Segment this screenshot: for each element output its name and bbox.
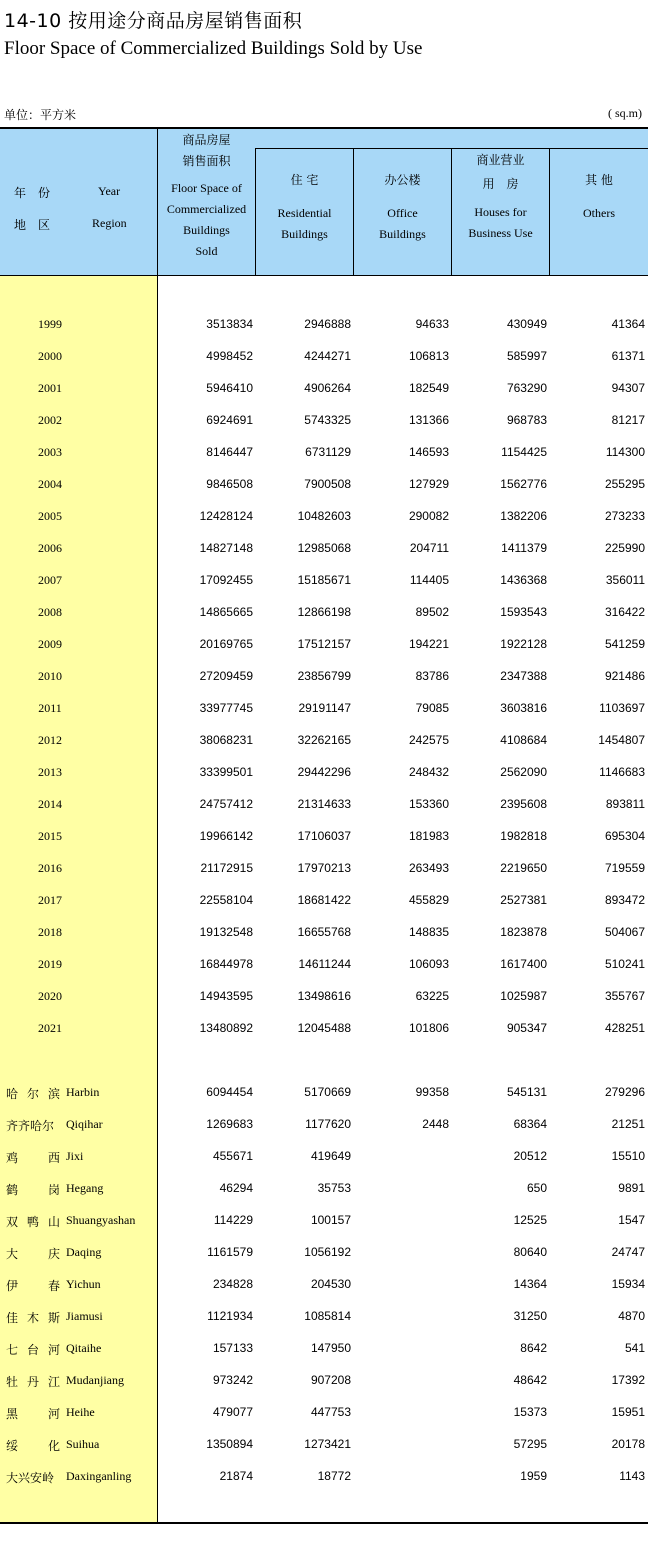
business-cell: 68364	[513, 1117, 547, 1131]
office-cell: 242575	[408, 733, 449, 747]
total-cell: 14827148	[199, 541, 253, 555]
table-row-year	[0, 506, 648, 526]
table-row-region	[0, 1370, 648, 1390]
residential-cell: 29191147	[298, 701, 351, 715]
others-cell: 81217	[611, 413, 645, 427]
year-label: 2015	[38, 829, 62, 843]
office-cell: 204711	[409, 541, 449, 555]
residential-cell: 29442296	[297, 765, 351, 779]
residential-cell: 1177620	[305, 1117, 351, 1131]
table-row-region	[0, 1274, 648, 1294]
table-row-region	[0, 1402, 648, 1422]
office-cell: 127929	[408, 477, 449, 491]
total-cell: 6094454	[206, 1085, 253, 1099]
business-cell: 3603816	[500, 701, 547, 715]
year-label: 2001	[38, 381, 62, 395]
total-cell: 20169765	[199, 637, 253, 651]
business-cell: 2219650	[500, 861, 547, 875]
table-row-year	[0, 794, 648, 814]
total-cell: 479077	[212, 1405, 253, 1419]
residential-cell: 14611244	[298, 957, 351, 971]
total-cell: 12428124	[199, 509, 253, 523]
business-cell: 48642	[513, 1373, 547, 1387]
office-cell: 101806	[408, 1021, 449, 1035]
unit-label-en: ( sq.m)	[608, 106, 642, 120]
business-cell: 1617400	[500, 957, 547, 971]
year-label: 2006	[38, 541, 62, 555]
residential-cell: 4244271	[304, 349, 351, 363]
region-name-en: Jiamusi	[66, 1309, 103, 1323]
others-cell: 273233	[604, 509, 645, 523]
year-label: 2014	[38, 797, 62, 811]
total-cell: 9846508	[206, 477, 253, 491]
residential-cell: 35753	[317, 1181, 351, 1195]
office-cell: 131366	[408, 413, 449, 427]
region-name-cn: 佳 木 斯	[6, 1311, 60, 1325]
total-cell: 6924691	[206, 413, 253, 427]
others-cell: 1454807	[598, 733, 645, 747]
residential-cell: 1085814	[304, 1309, 351, 1323]
business-cell: 763290	[506, 381, 547, 395]
others-cell: 15951	[611, 1405, 645, 1419]
residential-cell: 18772	[317, 1469, 351, 1483]
residential-cell: 16655768	[297, 925, 351, 939]
header-office: 办公楼 Office Buildings	[379, 173, 426, 241]
total-cell: 19966142	[199, 829, 253, 843]
business-cell: 1562776	[500, 477, 547, 491]
total-cell: 1269683	[206, 1117, 253, 1131]
total-cell: 24757412	[199, 797, 253, 811]
office-cell: 89502	[415, 605, 449, 619]
business-cell: 57295	[513, 1437, 547, 1451]
year-label: 2017	[38, 893, 62, 907]
table-row-year	[0, 474, 648, 494]
year-label: 2005	[38, 509, 62, 523]
total-cell: 17092455	[199, 573, 253, 587]
table-top-rule	[0, 127, 648, 129]
business-cell: 15373	[513, 1405, 547, 1419]
table-bottom-rule	[0, 1522, 648, 1524]
total-cell: 973242	[212, 1373, 253, 1387]
others-cell: 893472	[604, 893, 645, 907]
office-cell: 106813	[408, 349, 449, 363]
header-total: 商品房屋 销售面积 Floor Space of Commercialized Buildings Sold	[166, 133, 247, 258]
table-row-year	[0, 410, 648, 430]
business-cell: 20512	[513, 1149, 547, 1163]
region-name-cn: 鹤 岗	[6, 1183, 60, 1197]
others-cell: 15510	[611, 1149, 645, 1163]
residential-cell: 12866198	[297, 605, 351, 619]
business-cell: 1823878	[500, 925, 547, 939]
others-cell: 225990	[604, 541, 645, 555]
residential-cell: 100157	[310, 1213, 351, 1227]
others-cell: 541259	[604, 637, 645, 651]
table-row-year	[0, 314, 648, 334]
total-cell: 234828	[212, 1277, 253, 1291]
region-name-en: Mudanjiang	[66, 1373, 124, 1387]
others-cell: 504067	[604, 925, 645, 939]
total-cell: 19132548	[199, 925, 253, 939]
residential-cell: 32262165	[297, 733, 351, 747]
year-label: 2019	[38, 957, 62, 971]
table-row-year	[0, 730, 648, 750]
others-cell: 1146683	[599, 765, 645, 779]
residential-cell: 7900508	[304, 477, 351, 491]
total-cell: 455671	[212, 1149, 253, 1163]
residential-cell: 907208	[310, 1373, 351, 1387]
others-cell: 893811	[605, 797, 645, 811]
region-name-cn: 大 庆	[6, 1247, 60, 1261]
table-row-region	[0, 1082, 648, 1102]
business-cell: 1411379	[501, 541, 547, 555]
office-cell: 455829	[408, 893, 449, 907]
table-row-year	[0, 922, 648, 942]
year-label: 2000	[38, 349, 62, 363]
others-cell: 921486	[604, 669, 645, 683]
year-label: 2021	[38, 1021, 62, 1035]
residential-cell: 12045488	[297, 1021, 351, 1035]
residential-cell: 5743325	[304, 413, 351, 427]
table-row-region	[0, 1242, 648, 1262]
table-row-year	[0, 570, 648, 590]
total-cell: 5946410	[206, 381, 253, 395]
office-cell: 2448	[422, 1117, 449, 1131]
others-cell: 1547	[618, 1213, 645, 1227]
table-row-year	[0, 762, 648, 782]
table-row-region	[0, 1338, 648, 1358]
residential-cell: 10482603	[297, 509, 351, 523]
residential-cell: 6731129	[305, 445, 351, 459]
stub-header-year-cn: 年 份	[14, 186, 51, 200]
table-row-year	[0, 826, 648, 846]
office-cell: 263493	[408, 861, 449, 875]
others-cell: 1103697	[599, 701, 645, 715]
business-cell: 14364	[513, 1277, 547, 1291]
business-cell: 2527381	[500, 893, 547, 907]
table-row-region	[0, 1434, 648, 1454]
table-row-year	[0, 666, 648, 686]
business-cell: 1025987	[500, 989, 547, 1003]
year-label: 2012	[38, 733, 62, 747]
office-cell: 99358	[415, 1085, 449, 1099]
business-cell: 2562090	[500, 765, 547, 779]
year-label: 2020	[38, 989, 62, 1003]
business-cell: 650	[526, 1181, 547, 1195]
residential-cell: 12985068	[297, 541, 351, 555]
office-cell: 194221	[408, 637, 449, 651]
others-cell: 279296	[604, 1085, 645, 1099]
region-name-cn: 大兴安岭	[6, 1471, 55, 1485]
header-business: 商业营业 用 房 Houses for Business Use	[468, 153, 533, 240]
business-cell: 1154425	[501, 445, 547, 459]
header-others: 其 他 Others	[583, 173, 615, 220]
stub-header-region-en: Region	[92, 216, 127, 230]
total-cell: 157133	[212, 1341, 253, 1355]
residential-cell: 204530	[310, 1277, 351, 1291]
business-cell: 1382206	[500, 509, 547, 523]
others-cell: 94307	[611, 381, 645, 395]
office-cell: 106093	[408, 957, 449, 971]
region-name-cn: 七 台 河	[6, 1343, 60, 1357]
business-cell: 1436368	[500, 573, 547, 587]
total-cell: 1161579	[207, 1245, 253, 1259]
total-cell: 1121934	[207, 1309, 253, 1323]
total-cell: 13480892	[199, 1021, 253, 1035]
business-cell: 31250	[513, 1309, 547, 1323]
region-name-cn: 黑 河	[6, 1407, 60, 1421]
region-name-en: Harbin	[66, 1085, 100, 1099]
region-name-cn: 齐齐哈尔	[6, 1119, 55, 1133]
region-name-cn: 绥 化	[6, 1439, 60, 1453]
others-cell: 20178	[611, 1437, 645, 1451]
table-row-year	[0, 954, 648, 974]
others-cell: 316422	[604, 605, 645, 619]
office-cell: 290082	[408, 509, 449, 523]
region-name-cn: 牡 丹 江	[6, 1375, 60, 1389]
business-cell: 80640	[513, 1245, 547, 1259]
business-cell: 2395608	[500, 797, 547, 811]
header-bottom-rule	[0, 275, 648, 276]
table-row-region	[0, 1178, 648, 1198]
office-cell: 83786	[415, 669, 449, 683]
region-name-en: Shuangyashan	[66, 1213, 136, 1227]
others-cell: 695304	[604, 829, 645, 843]
office-cell: 148835	[408, 925, 449, 939]
office-cell: 248432	[408, 765, 449, 779]
residential-cell: 147950	[310, 1341, 351, 1355]
table-row-year	[0, 634, 648, 654]
year-label: 2004	[38, 477, 62, 491]
stub-header-region-cn: 地 区	[14, 218, 51, 232]
business-cell: 585997	[506, 349, 547, 363]
region-name-en: Qitaihe	[66, 1341, 102, 1355]
others-cell: 355767	[604, 989, 645, 1003]
year-label: 2011	[38, 701, 62, 715]
year-label: 2003	[38, 445, 62, 459]
year-label: 2002	[38, 413, 62, 427]
table-row-year	[0, 986, 648, 1006]
year-label: 2008	[38, 605, 62, 619]
business-cell: 8642	[520, 1341, 547, 1355]
residential-cell: 5170669	[304, 1085, 351, 1099]
table-row-region	[0, 1306, 648, 1326]
region-name-en: Hegang	[66, 1181, 104, 1195]
office-cell: 146593	[408, 445, 449, 459]
business-cell: 1593543	[500, 605, 547, 619]
region-name-cn: 鸡 西	[6, 1151, 60, 1165]
residential-cell: 1273421	[304, 1437, 351, 1451]
residential-cell: 13498616	[297, 989, 351, 1003]
others-cell: 41364	[611, 317, 645, 331]
total-cell: 3513834	[206, 317, 253, 331]
year-label: 2016	[38, 861, 62, 875]
total-cell: 14943595	[199, 989, 253, 1003]
business-cell: 430949	[506, 317, 547, 331]
others-cell: 61371	[611, 349, 645, 363]
office-cell: 181983	[408, 829, 449, 843]
residential-cell: 1056192	[304, 1245, 351, 1259]
office-cell: 153360	[408, 797, 449, 811]
others-cell: 510241	[604, 957, 645, 971]
region-name-en: Heihe	[66, 1405, 95, 1419]
total-cell: 33977745	[199, 701, 253, 715]
office-cell: 114405	[409, 573, 449, 587]
year-label: 1999	[38, 317, 62, 331]
table-row-year	[0, 890, 648, 910]
residential-cell: 4906264	[304, 381, 351, 395]
business-cell: 1922128	[500, 637, 547, 651]
region-name-en: Qiqihar	[66, 1117, 103, 1131]
residential-cell: 17512157	[297, 637, 351, 651]
office-cell: 94633	[415, 317, 449, 331]
others-cell: 4870	[618, 1309, 645, 1323]
region-name-en: Jixi	[66, 1149, 84, 1163]
residential-cell: 23856799	[297, 669, 351, 683]
others-cell: 9891	[618, 1181, 645, 1195]
total-cell: 21874	[219, 1469, 253, 1483]
stub-header-year-en: Year	[98, 184, 121, 198]
total-cell: 8146447	[206, 445, 253, 459]
region-name-en: Daxinganling	[66, 1469, 132, 1483]
header-residential: 住 宅 Residential Buildings	[277, 173, 332, 241]
others-cell: 1143	[619, 1469, 645, 1483]
others-cell: 114300	[605, 445, 645, 459]
total-cell: 46294	[219, 1181, 253, 1195]
table-row-region	[0, 1114, 648, 1134]
business-cell: 1959	[520, 1469, 547, 1483]
total-cell: 1350894	[206, 1437, 253, 1451]
table-row-region	[0, 1146, 648, 1166]
others-cell: 21251	[611, 1117, 645, 1131]
residential-cell: 17970213	[297, 861, 351, 875]
table-row-year	[0, 538, 648, 558]
table-row-year	[0, 378, 648, 398]
others-cell: 17392	[611, 1373, 645, 1387]
others-cell: 541	[624, 1341, 645, 1355]
table-row-year	[0, 602, 648, 622]
others-cell: 719559	[604, 861, 645, 875]
unit-label-cn: 单位：平方米	[4, 108, 77, 122]
residential-cell: 21314633	[297, 797, 351, 811]
total-cell: 27209459	[199, 669, 253, 683]
total-cell: 38068231	[199, 733, 253, 747]
region-name-cn: 双 鸭 山	[6, 1215, 60, 1229]
business-cell: 545131	[506, 1085, 547, 1099]
total-cell: 16844978	[199, 957, 253, 971]
table-row-year	[0, 346, 648, 366]
business-cell: 968783	[506, 413, 547, 427]
total-cell: 33399501	[199, 765, 253, 779]
table-row-region	[0, 1466, 648, 1486]
total-cell: 21172915	[200, 861, 253, 875]
year-label: 2013	[38, 765, 62, 779]
residential-cell: 17106037	[297, 829, 351, 843]
region-name-en: Daqing	[66, 1245, 102, 1259]
business-cell: 12525	[513, 1213, 547, 1227]
region-name-en: Yichun	[66, 1277, 101, 1291]
page-title-cn: 14-10 按用途分商品房屋销售面积	[4, 10, 303, 32]
others-cell: 255295	[604, 477, 645, 491]
table-row-year	[0, 1018, 648, 1038]
total-cell: 22558104	[199, 893, 253, 907]
total-cell: 4998452	[206, 349, 253, 363]
others-cell: 356011	[605, 573, 645, 587]
table-row-year	[0, 442, 648, 462]
total-cell: 14865665	[199, 605, 253, 619]
table-row-region	[0, 1210, 648, 1230]
business-cell: 905347	[506, 1021, 547, 1035]
office-cell: 182549	[408, 381, 449, 395]
total-cell: 114229	[213, 1213, 253, 1227]
year-label: 2007	[38, 573, 62, 587]
region-name-cn: 伊 春	[6, 1279, 60, 1293]
residential-cell: 419649	[310, 1149, 351, 1163]
year-label: 2009	[38, 637, 62, 651]
others-cell: 428251	[604, 1021, 645, 1035]
region-name-en: Suihua	[66, 1437, 100, 1451]
office-cell: 79085	[415, 701, 449, 715]
table-row-year	[0, 858, 648, 878]
business-cell: 1982818	[500, 829, 547, 843]
office-cell: 63225	[415, 989, 449, 1003]
others-cell: 24747	[611, 1245, 645, 1259]
page-title-en: Floor Space of Commercialized Buildings Sold by Use	[4, 38, 423, 59]
residential-cell: 447753	[310, 1405, 351, 1419]
business-cell: 4108684	[500, 733, 547, 747]
year-label: 2018	[38, 925, 62, 939]
table-row-year	[0, 698, 648, 718]
residential-cell: 18681422	[297, 893, 351, 907]
residential-cell: 2946888	[304, 317, 351, 331]
residential-cell: 15185671	[297, 573, 351, 587]
year-label: 2010	[38, 669, 62, 683]
business-cell: 2347388	[500, 669, 547, 683]
region-name-cn: 哈 尔 滨	[6, 1087, 60, 1101]
others-cell: 15934	[611, 1277, 645, 1291]
